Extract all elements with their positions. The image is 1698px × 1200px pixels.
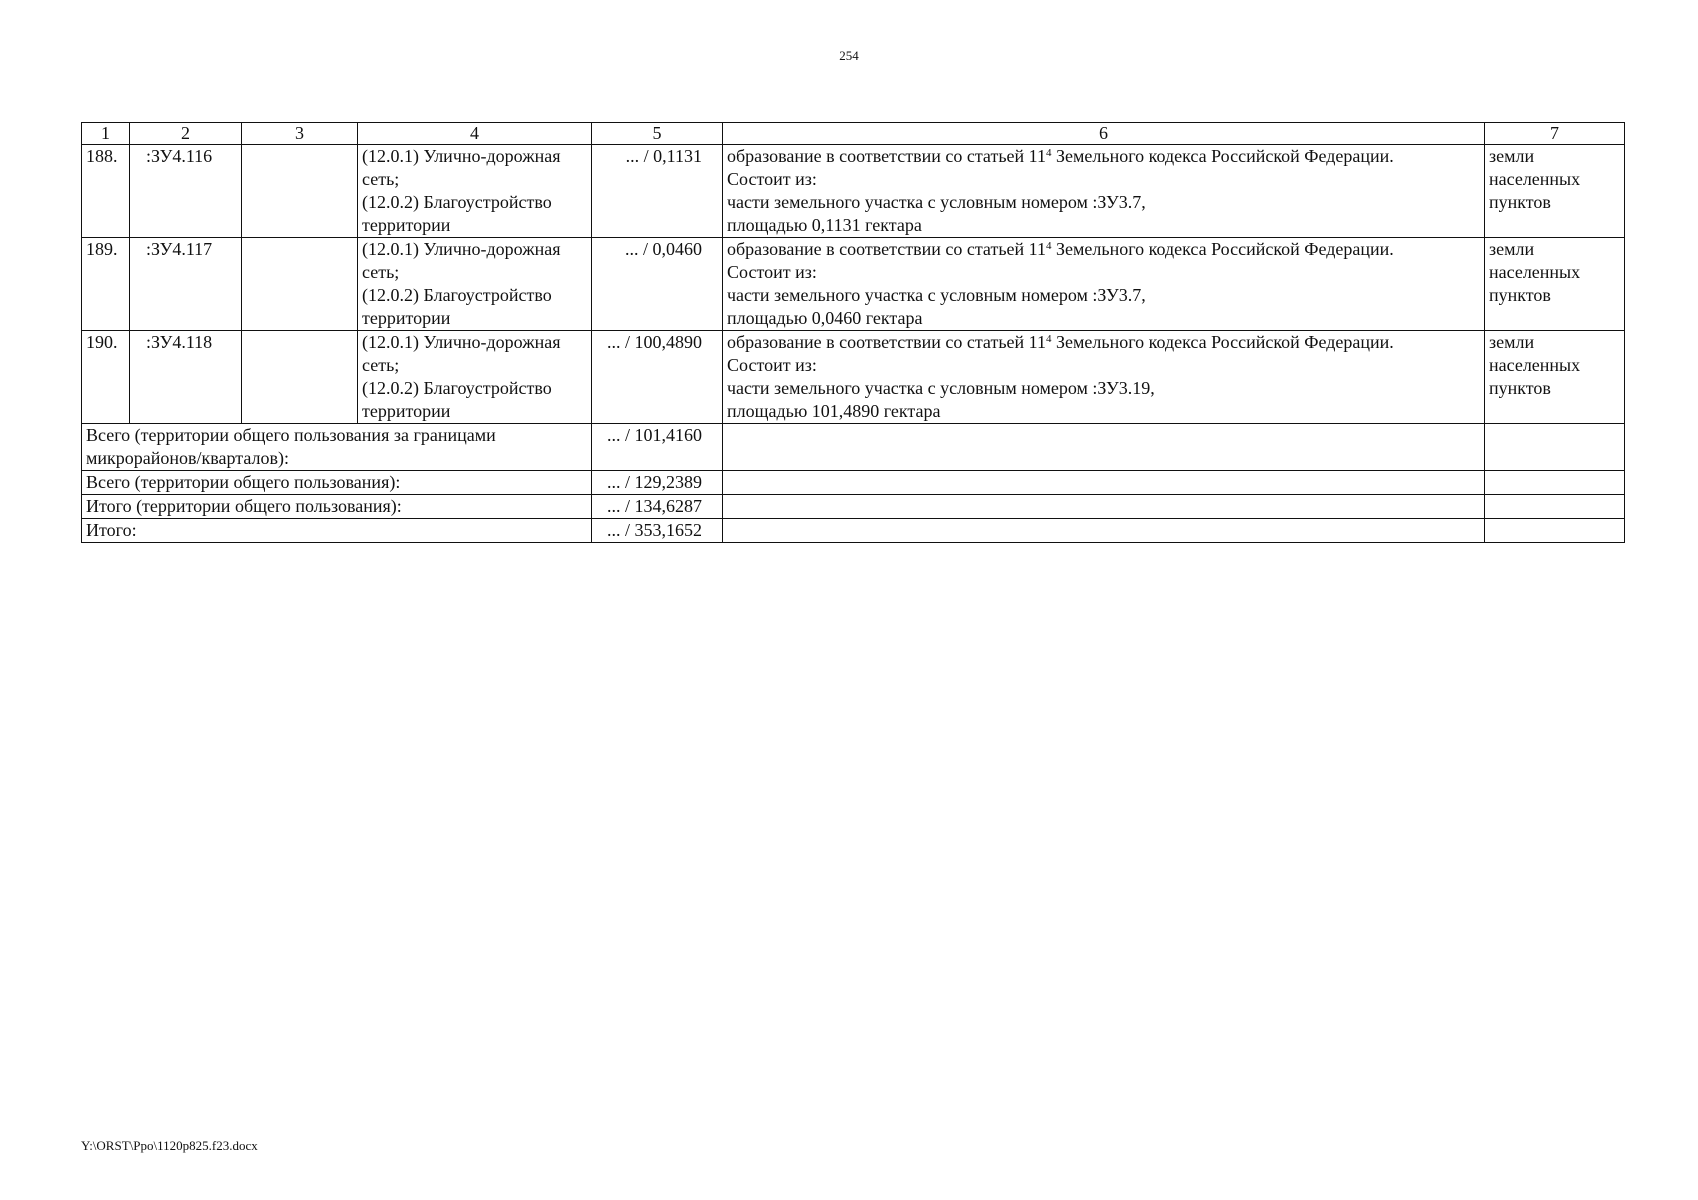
land-category — [1485, 331, 1625, 424]
grand-total-row — [82, 519, 1625, 543]
col3-cell — [242, 145, 358, 238]
use-line: территории — [362, 308, 451, 328]
table-row — [82, 331, 1625, 424]
header-cell: 5 — [592, 123, 723, 145]
article-superscript: 4 — [1045, 240, 1052, 252]
category-line: земли — [1489, 332, 1535, 352]
formation-description — [723, 331, 1485, 424]
document-file-path: Y:\ORST\Ppo\1120p825.f23.docx — [81, 1138, 258, 1153]
plot-area: ... / 0,1131 — [592, 145, 723, 238]
empty-cell — [1485, 495, 1625, 519]
row-number: 188. — [82, 145, 130, 238]
use-line: сеть; — [362, 169, 400, 189]
use-line: (12.0.2) Благоустройство — [362, 285, 552, 305]
empty-cell — [723, 424, 1485, 471]
formation-description — [723, 145, 1485, 238]
total-label: Итого: — [82, 519, 592, 543]
desc-text: образование в соответствии со статьей 11 — [727, 239, 1046, 259]
total-value: ... / 134,6287 — [592, 495, 723, 519]
desc-line — [727, 145, 1480, 168]
plot-area: ... / 100,4890 — [592, 331, 723, 424]
page-number: 254 — [839, 48, 859, 63]
empty-cell — [1485, 519, 1625, 543]
desc-text: Земельного кодекса Российской Федерации. — [1051, 146, 1394, 166]
desc-text: образование в соответствии со статьей 11 — [727, 146, 1046, 166]
total-label-line: микрорайонов/кварталов): — [86, 448, 289, 468]
header-cell: 4 — [358, 123, 592, 145]
desc-line: Состоит из: — [727, 355, 817, 375]
use-line: (12.0.2) Благоустройство — [362, 378, 552, 398]
use-line: территории — [362, 215, 451, 235]
plot-code: :ЗУ4.116 — [130, 145, 242, 238]
use-line: (12.0.2) Благоустройство — [362, 192, 552, 212]
permitted-use — [358, 145, 592, 238]
empty-cell — [1485, 471, 1625, 495]
total-row — [82, 424, 1625, 471]
desc-text: образование в соответствии со статьей 11 — [727, 332, 1046, 352]
use-line: сеть; — [362, 262, 400, 282]
total-label — [82, 424, 592, 471]
empty-cell — [723, 519, 1485, 543]
use-line: (12.0.1) Улично-дорожная — [362, 332, 561, 352]
category-line: населенных — [1489, 262, 1581, 282]
header-cell: 1 — [82, 123, 130, 145]
table-header-row — [82, 123, 1625, 145]
desc-line — [727, 238, 1480, 261]
desc-line: части земельного участка с условным номером :ЗУ3.7, — [727, 192, 1146, 212]
category-line: пунктов — [1489, 285, 1551, 305]
empty-cell — [723, 495, 1485, 519]
use-line: (12.0.1) Улично-дорожная — [362, 146, 561, 166]
category-line: населенных — [1489, 355, 1581, 375]
header-cell: 6 — [723, 123, 1485, 145]
total-value: ... / 129,2389 — [592, 471, 723, 495]
desc-line: площадью 101,4890 гектара — [727, 401, 941, 421]
article-superscript: 4 — [1045, 333, 1052, 345]
use-line: (12.0.1) Улично-дорожная — [362, 239, 561, 259]
total-value: ... / 101,4160 — [592, 424, 723, 471]
land-category — [1485, 238, 1625, 331]
total-value: ... / 353,1652 — [592, 519, 723, 543]
desc-line: площадью 0,1131 гектара — [727, 215, 922, 235]
desc-line: части земельного участка с условным номером :ЗУ3.7, — [727, 285, 1146, 305]
header-cell: 7 — [1485, 123, 1625, 145]
header-cell: 2 — [130, 123, 242, 145]
permitted-use — [358, 331, 592, 424]
land-category — [1485, 145, 1625, 238]
total-label-line: Всего (территории общего пользования за границами — [86, 425, 496, 445]
empty-cell — [1485, 424, 1625, 471]
desc-line: части земельного участка с условным номером :ЗУ3.19, — [727, 378, 1155, 398]
desc-text: Земельного кодекса Российской Федерации. — [1051, 239, 1394, 259]
empty-cell — [723, 471, 1485, 495]
use-line: сеть; — [362, 355, 400, 375]
category-line: пунктов — [1489, 378, 1551, 398]
category-line: пунктов — [1489, 192, 1551, 212]
land-plots-table — [81, 122, 1625, 543]
desc-line: Состоит из: — [727, 262, 817, 282]
category-line: земли — [1489, 239, 1535, 259]
header-cell: 3 — [242, 123, 358, 145]
permitted-use — [358, 238, 592, 331]
row-number: 189. — [82, 238, 130, 331]
desc-line: площадью 0,0460 гектара — [727, 308, 923, 328]
plot-area: ... / 0,0460 — [592, 238, 723, 331]
row-number: 190. — [82, 331, 130, 424]
category-line: населенных — [1489, 169, 1581, 189]
col3-cell — [242, 238, 358, 331]
formation-description — [723, 238, 1485, 331]
desc-line: Состоит из: — [727, 169, 817, 189]
article-superscript: 4 — [1045, 147, 1052, 159]
table-row — [82, 238, 1625, 331]
desc-line — [727, 331, 1480, 354]
plot-code: :ЗУ4.118 — [130, 331, 242, 424]
total-label: Всего (территории общего пользования): — [82, 471, 592, 495]
total-row — [82, 471, 1625, 495]
desc-text: Земельного кодекса Российской Федерации. — [1051, 332, 1394, 352]
use-line: территории — [362, 401, 451, 421]
table-row — [82, 145, 1625, 238]
category-line: земли — [1489, 146, 1535, 166]
plot-code: :ЗУ4.117 — [130, 238, 242, 331]
total-row — [82, 495, 1625, 519]
total-label: Итого (территории общего пользования): — [82, 495, 592, 519]
col3-cell — [242, 331, 358, 424]
